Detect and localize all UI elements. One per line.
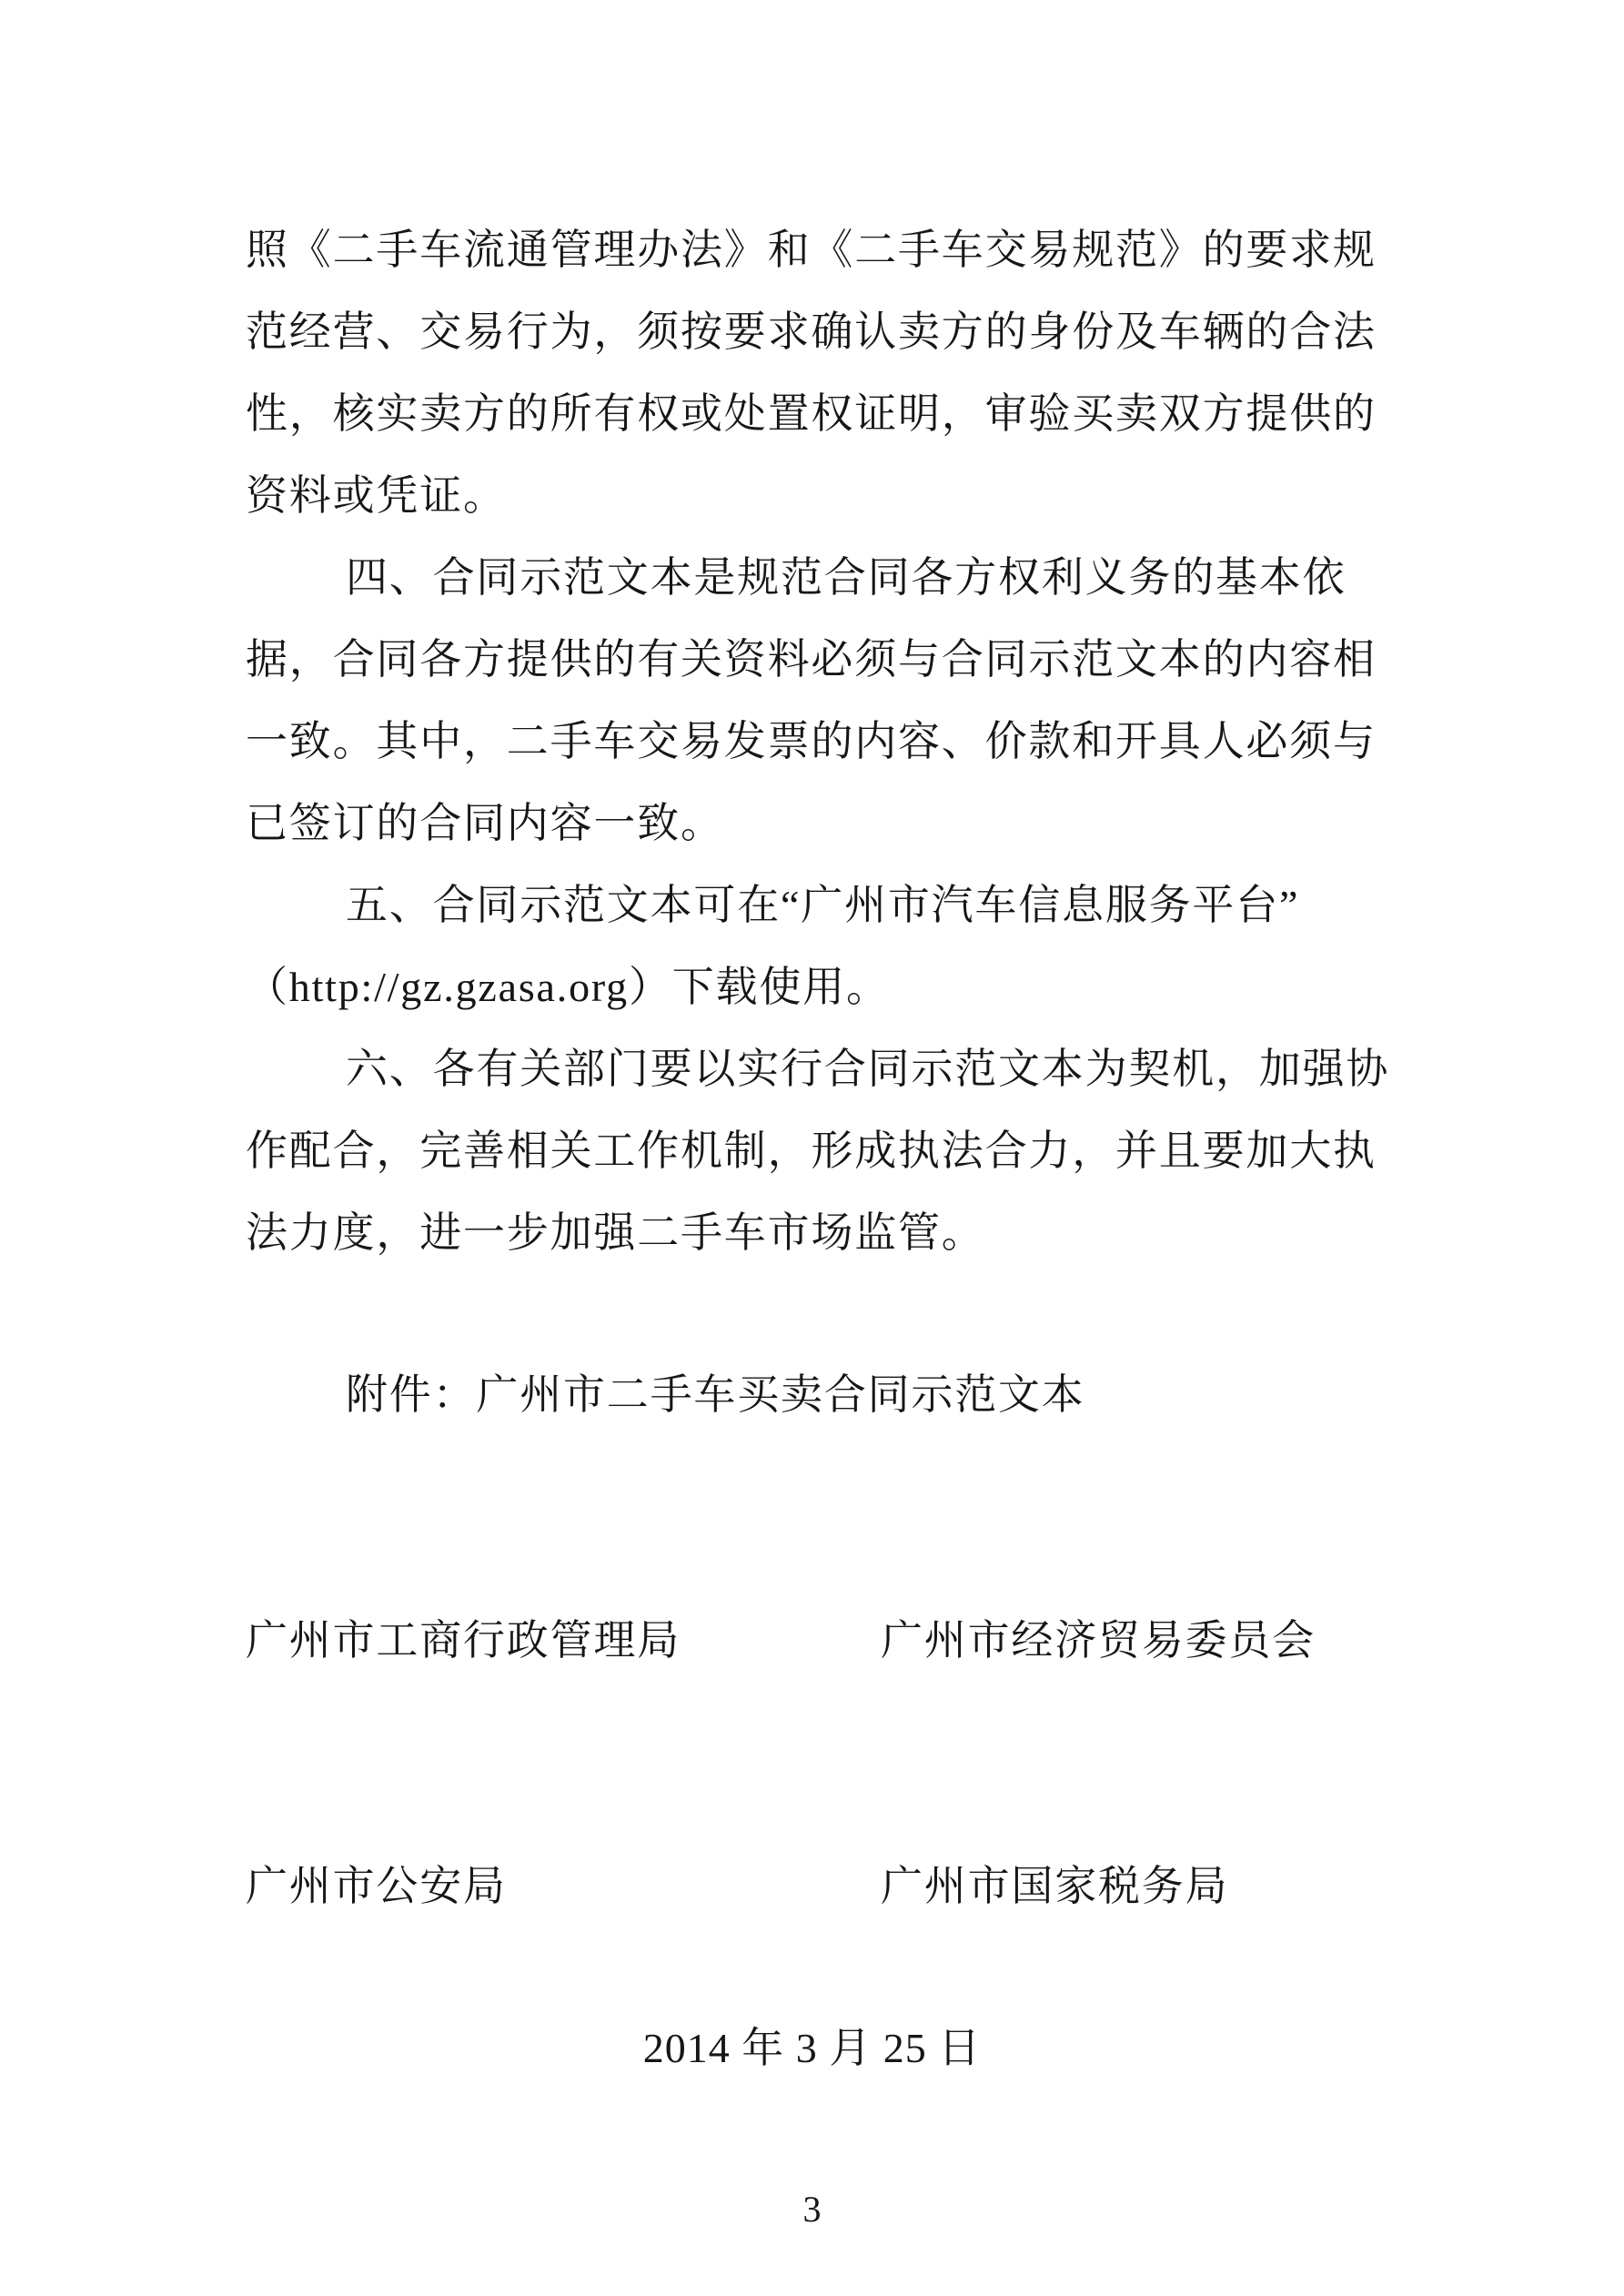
body-line: 六、各有关部门要以实行合同示范文本为契机，加强协 <box>346 1046 1390 1092</box>
body-line: 法力度，进一步加强二手车市场监管。 <box>246 1209 985 1256</box>
signature-org-etc: 广州市经济贸易委员会 <box>881 1617 1316 1664</box>
body-line: 资料或凭证。 <box>246 472 507 519</box>
body-line: （http://gz.gzasa.org）下载使用。 <box>246 964 890 1010</box>
signature-row-1 <box>246 1618 1387 1673</box>
body-line: 范经营、交易行为，须按要求确认卖方的身份及车辆的合法 <box>246 308 1377 355</box>
body-line: 一致。其中，二手车交易发票的内容、价款和开具人必须与 <box>246 718 1377 764</box>
attachment-line: 附件：广州市二手车买卖合同示范文本 <box>346 1371 1085 1418</box>
body-line: 五、合同示范文本可在“广州市汽车信息服务平台” <box>346 882 1300 928</box>
date-line: 2014 年 3 月 25 日 <box>642 2025 982 2071</box>
signature-org-psb: 广州市公安局 <box>246 1863 507 1909</box>
body-line: 四、合同示范文本是规范合同各方权利义务的基本依 <box>346 554 1347 601</box>
signature-org-aic: 广州市工商行政管理局 <box>246 1617 681 1664</box>
body-line: 已签订的合同内容一致。 <box>246 800 724 846</box>
signature-row-2 <box>246 1864 1387 1918</box>
body-line: 据，合同各方提供的有关资料必须与合同示范文本的内容相 <box>246 636 1377 683</box>
page-number: 3 <box>802 2189 822 2230</box>
body-line: 照《二手车流通管理办法》和《二手车交易规范》的要求规 <box>246 227 1377 273</box>
body-line: 性，核实卖方的所有权或处置权证明，审验买卖双方提供的 <box>246 390 1377 437</box>
body-line: 作配合，完善相关工作机制，形成执法合力，并且要加大执 <box>246 1128 1377 1174</box>
signature-org-tax: 广州市国家税务局 <box>881 1863 1229 1909</box>
